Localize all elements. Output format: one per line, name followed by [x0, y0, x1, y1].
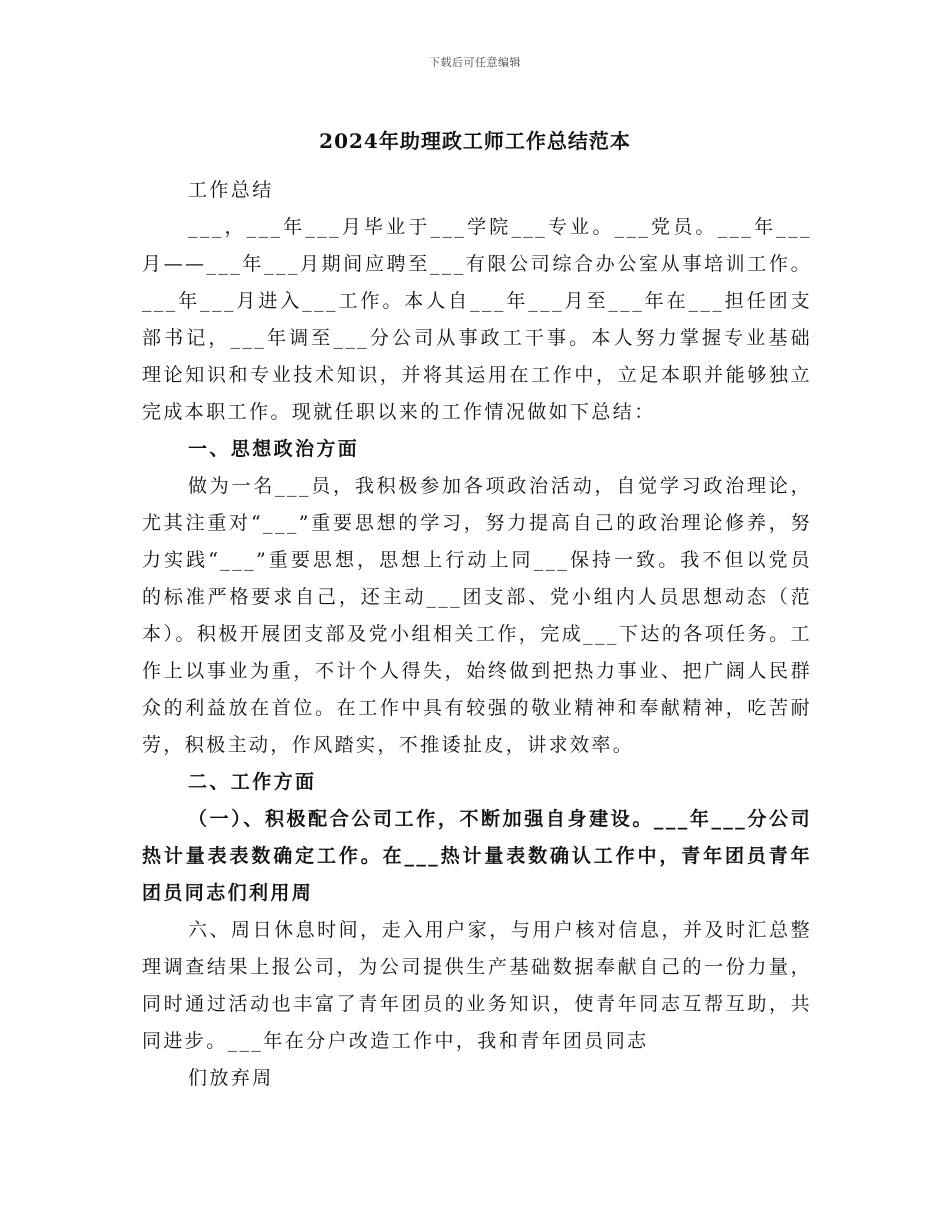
work-paragraph: 六、周日休息时间，走入用户家，与用户核对信息，并及时汇总整理调查结果上报公司，为公司提供生产基础数据奉献自己的一份力量，同时通过活动也丰富了青年团员的业务知识，使青年同志互帮互助，共同进步。___年在分户改造工作中，我和青年团员同志 — [142, 919, 812, 1052]
document-body — [142, 172, 812, 1097]
document-title: 2024年助理政工师工作总结范本 — [319, 129, 631, 153]
section-heading-work: 二、工作方面 — [188, 771, 317, 793]
subsection-heading-1: （一）、积极配合公司工作，不断加强自身建设。___年___分公司热计量表表数确定工作。在___热计量表数确认工作中，青年团员青年团员同志们利用周 — [142, 808, 812, 904]
subtitle: 工作总结 — [188, 179, 274, 201]
intro-paragraph: ___，___年___月毕业于___学院___专业。___党员。___年___月——___年___月期间应聘至___有限公司综合办公室从事培训工作。___年___月进入___工作。本人自___年___月至___年在___担任团支部书记，___年调至___分公司从事政工干事。本人努力掌握专业基础理论知识和专业技术知识，并将其运用在工作中，立足本职并能够独立完成本职工作。现就任职以来的工作情况做如下总结： — [142, 216, 812, 423]
trailing-paragraph: 们放弃周 — [188, 1067, 274, 1089]
politics-paragraph: 做为一名___员，我积极参加各项政治活动，自觉学习政治理论，尤其注重对“___”重要思想的学习，努力提高自己的政治理论修养，努力实践“___”重要思想，思想上行动上同___保持一致。我不但以党员的标准严格要求自己，还主动___团支部、党小组内人员思想动态（范本）。积极开展团支部及党小组相关工作，完成___下达的各项任务。工作上以事业为重，不计个人得失，始终做到把热力事业、把广阔人民群众的利益放在首位。在工作中具有较强的敬业精神和奉献精神，吃苦耐劳，积极主动，作风踏实，不推诿扯皮，讲求效率。 — [142, 475, 812, 756]
header-note: 下载后可任意编辑 — [429, 56, 521, 69]
section-heading-politics: 一、思想政治方面 — [188, 438, 360, 460]
